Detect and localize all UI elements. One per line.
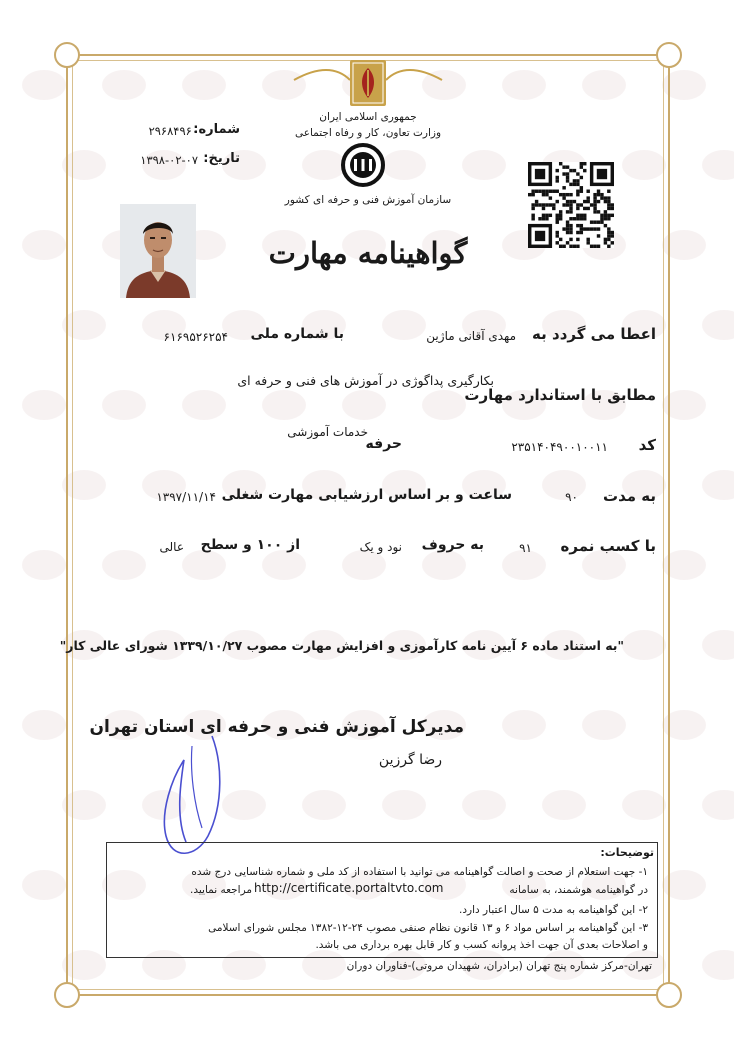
national-id-label: با شماره ملی: [250, 326, 344, 342]
frame-corner-ornament: [656, 42, 682, 68]
notes-line-5: و اصلاحات بعدی آن جهت اخذ پروانه کسب و کار قابل بهره برداری می باشد.: [315, 939, 648, 951]
number-value: ۲۹۶۸۴۹۶۰: [148, 124, 198, 138]
footer-address: تهران-مرکز شماره پنج تهران (برادران، شهیدان مروتی)-فناوران دوران: [346, 960, 652, 972]
notes-line-2-start: در گواهینامه هوشمند، به سامانه: [509, 884, 648, 896]
frame-corner-ornament: [656, 982, 682, 1008]
exam-date: ۱۳۹۷/۱۱/۱۴: [156, 490, 216, 504]
notes-url-link[interactable]: http://certificate.portaltvto.com: [254, 881, 444, 895]
date-value: ۱۳۹۸-۰۲-۰۷: [140, 153, 198, 167]
frame-corner-ornament: [54, 42, 80, 68]
iran-emblem-icon: [290, 50, 446, 120]
tvto-logo-icon: [340, 142, 386, 188]
header-organization: سازمان آموزش فنی و حرفه ای کشور: [284, 194, 452, 206]
notes-heading: توضیحات:: [600, 846, 654, 859]
watermark-emblem: [702, 790, 734, 820]
watermark-emblem: [22, 390, 66, 420]
code-value: ۲۳۵۱۴۰۴۹۰۰۱۰۰۱۱: [511, 440, 608, 454]
recipient-name: مهدی آقانی ماژین: [426, 329, 516, 343]
watermark-emblem: [702, 150, 734, 180]
date-label: تاریخ:: [203, 151, 240, 166]
standard-label: مطابق با استاندارد مهارت: [464, 386, 656, 404]
code-label: کد: [638, 436, 656, 454]
hours-label: ساعت و بر اساس ارزشیابی مهارت شغلی: [221, 487, 512, 503]
score-label: با کسب نمره: [560, 537, 656, 555]
notes-line-1: ۱- جهت استعلام از صحت و اصالت گواهینامه می توانید با استفاده از کد ملی و شماره شناسایی درج شده: [191, 866, 648, 878]
out-of-label: از ۱۰۰ و سطح: [200, 537, 300, 553]
decree-text: "به استناد ماده ۶ آیین نامه کارآموزی و افزایش مهارت مصوب ۱۳۳۹/۱۰/۲۷ شورای عالی کار": [59, 638, 624, 653]
in-words-value: نود و یک: [359, 540, 402, 554]
score-value: ۹۱: [519, 541, 532, 555]
awarded-label: اعطا می گردد به: [532, 325, 656, 343]
certificate-title: گواهینامه مهارت: [268, 236, 468, 270]
watermark-emblem: [22, 70, 66, 100]
signatory-name: رضا گرزین: [378, 752, 442, 768]
watermark-emblem: [702, 310, 734, 340]
standard-value: بکارگیری پداگوژی در آموزش های فنی و حرفه ای: [237, 373, 494, 388]
watermark-emblem: [22, 550, 66, 580]
trade-value: خدمات آموزشی: [287, 425, 368, 439]
national-id-value: ۶۱۶۹۵۲۶۲۵۴: [163, 330, 228, 344]
notes-line-3: ۲- این گواهینامه به مدت ۵ سال اعتبار دارد.: [459, 904, 648, 916]
number-label: شماره:: [193, 122, 240, 137]
watermark-emblem: [702, 470, 734, 500]
watermark-emblem: [702, 630, 734, 660]
duration-label: به مدت: [603, 487, 656, 505]
frame-corner-ornament: [54, 982, 80, 1008]
notes-line-4: ۳- این گواهینامه بر اساس مواد ۶ و ۱۳ قانون نظام صنفی مصوب ۲۴-۱۲-۱۳۸۲ مجلس شورای اسلامی: [208, 922, 648, 934]
level-value: عالی: [159, 540, 184, 554]
holder-photo: [120, 204, 196, 298]
watermark-emblem: [22, 870, 66, 900]
header-country: جمهوری اسلامی ایران: [319, 111, 417, 123]
watermark-emblem: [702, 950, 734, 980]
header-ministry: وزارت تعاون، کار و رفاه اجتماعی: [294, 127, 442, 139]
notes-line-2-end: مراجعه نمایید.: [190, 884, 252, 896]
trade-label: حرفه: [365, 436, 402, 452]
signatory-title: مدیرکل آموزش فنی و حرفه ای استان تهران: [89, 717, 464, 737]
watermark-emblem: [22, 230, 66, 260]
qr-code-icon: [528, 162, 614, 248]
watermark-emblem: [22, 710, 66, 740]
in-words-label: به حروف: [421, 537, 484, 553]
duration-value: ۹۰: [565, 490, 578, 504]
